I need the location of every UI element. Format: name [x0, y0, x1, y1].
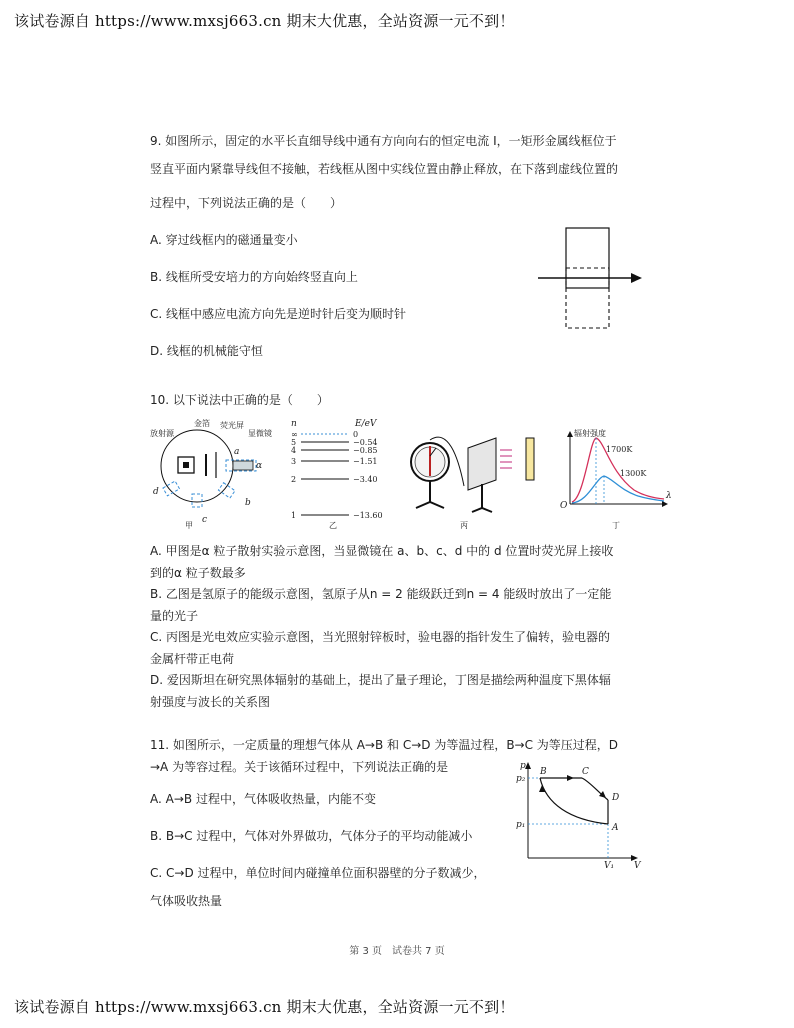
pv-point-d: D	[612, 793, 620, 803]
yi-level-energy: 0	[353, 430, 359, 439]
q10-figure-bing-photoelectric	[408, 426, 548, 530]
q11-option-c-line-1: C. C→D 过程中，单位时间内碰撞单位面积器壁的分子数减少，	[150, 866, 486, 880]
q11-option-c-line-2: 气体吸收热量	[150, 894, 223, 908]
q9-wire-frame-figure	[530, 222, 650, 334]
q10-option-c-line-1: C. 丙图是光电效应实验示意图，当光照射锌板时，验电器的指针发生了偏转，验电器的	[150, 630, 611, 644]
yi-level-energy: −0.54	[353, 438, 378, 447]
yi-level-n: 4	[291, 446, 297, 455]
pv-point-a: A	[612, 823, 619, 833]
q10-option-d-line-1: D. 爱因斯坦在研究黑体辐射的基础上，提出了量子理论，丁图是描绘两种温度下黑体辐	[150, 673, 611, 687]
ding-1700k-label: 1700K	[606, 445, 633, 454]
jia-d-label: d	[153, 487, 159, 497]
jia-microscope-label: 显微镜	[248, 429, 272, 438]
pv-p1-label: p₁	[516, 820, 526, 830]
jia-b-label: b	[245, 498, 251, 508]
q9-option-c: C. 线框中感应电流方向先是逆时针后变为顺时针	[150, 307, 407, 321]
pv-point-b: B	[540, 767, 547, 777]
bing-caption: 丙	[460, 521, 468, 530]
yi-caption: 乙	[329, 521, 337, 530]
ding-ylabel: 辐射强度	[574, 429, 606, 438]
ding-origin-label: O	[560, 501, 568, 511]
yi-level-n: 3	[291, 457, 297, 466]
q9-stem-line-3: 过程中，下列说法正确的是（ ）	[150, 196, 343, 210]
jia-screen-label: 荧光屏	[220, 421, 244, 430]
pv-p2-label: p₂	[516, 774, 526, 784]
jia-foil-label: 金箔	[194, 419, 210, 428]
yi-n-header: n	[291, 419, 297, 429]
jia-source-label: 放射源	[150, 429, 174, 438]
q10-option-c-line-2: 金属杆带正电荷	[150, 652, 235, 666]
q11-stem-line-2: →A 为等容过程。关于该循环过程中，下列说法正确的是	[150, 760, 449, 774]
yi-e-header: E/eV	[355, 419, 377, 429]
jia-a-label: a	[234, 447, 240, 457]
ding-1300k-label: 1300K	[620, 469, 647, 478]
q10-option-b-line-2: 量的光子	[150, 609, 199, 623]
q10-figure-jia-alpha-scattering	[150, 414, 270, 530]
q9-stem-line-1: 9. 如图所示，固定的水平长直细导线中通有方向向右的恒定电流 I，一矩形金属线框位于	[150, 134, 617, 148]
q9-option-b: B. 线框所受安培力的方向始终竖直向上	[150, 270, 358, 284]
q10-option-a-line-1: A. 甲图是α 粒子散射实验示意图，当显微镜在 a、b、c、d 中的 d 位置时荧光屏上接收	[150, 544, 614, 558]
q10-figure-ding-blackbody	[560, 426, 675, 530]
yi-level-n: ∞	[291, 430, 298, 439]
yi-level-energy: −0.85	[353, 446, 378, 455]
q10-option-b-line-1: B. 乙图是氢原子的能级示意图，氢原子从n = 2 能级跃迁到n = 4 能级时放出了一定能	[150, 587, 612, 601]
yi-level-energy: −3.40	[353, 475, 378, 484]
pv-v1-label: V₁	[604, 861, 615, 871]
yi-level-energy: −13.60	[353, 511, 383, 520]
jia-caption: 甲	[185, 521, 193, 530]
yi-level-n: 5	[291, 438, 297, 447]
yi-level-n: 2	[291, 475, 297, 484]
jia-c-label: c	[202, 515, 208, 525]
q11-stem-line-1: 11. 如图所示，一定质量的理想气体从 A→B 和 C→D 为等温过程，B→C 为等压过程，D	[150, 738, 619, 752]
q10-stem: 10. 以下说法中正确的是（ ）	[150, 393, 329, 407]
pv-v-axis-label: V	[634, 861, 641, 871]
yi-level-energy: −1.51	[353, 457, 378, 466]
pv-point-c: C	[582, 767, 589, 777]
page-footer: 第 3 页 试卷共 7 页	[349, 946, 445, 957]
q9-option-a: A. 穿过线框内的磁通量变小	[150, 233, 298, 247]
q9-stem-line-2: 竖直平面内紧靠导线但不接触，若线框从图中实线位置由静止释放，在下落到虚线位置的	[150, 162, 619, 176]
ding-caption: 丁	[612, 521, 620, 530]
q10-option-d-line-2: 射强度与波长的关系图	[150, 695, 271, 709]
q10-option-a-line-2: 到的α 粒子数最多	[150, 566, 246, 580]
yi-level-n: 1	[291, 511, 297, 520]
q11-pv-diagram	[512, 760, 644, 870]
q11-option-a: A. A→B 过程中，气体吸收热量，内能不变	[150, 792, 376, 806]
pv-p-axis-label: p	[520, 761, 526, 771]
q11-option-b: B. B→C 过程中，气体对外界做功，气体分子的平均动能减小	[150, 829, 473, 843]
source-banner-top: 该试卷源自 https://www.mxsj663.cn 期末大优惠，全站资源一元不到！	[14, 12, 515, 30]
q9-option-d: D. 线框的机械能守恒	[150, 344, 263, 358]
jia-alpha-label: α	[256, 461, 263, 471]
ding-xlabel: λ	[666, 491, 672, 501]
source-banner-bottom: 该试卷源自 https://www.mxsj663.cn 期末大优惠，全站资源一元不到！	[14, 998, 515, 1016]
q10-figure-yi-energy-levels	[285, 414, 395, 530]
